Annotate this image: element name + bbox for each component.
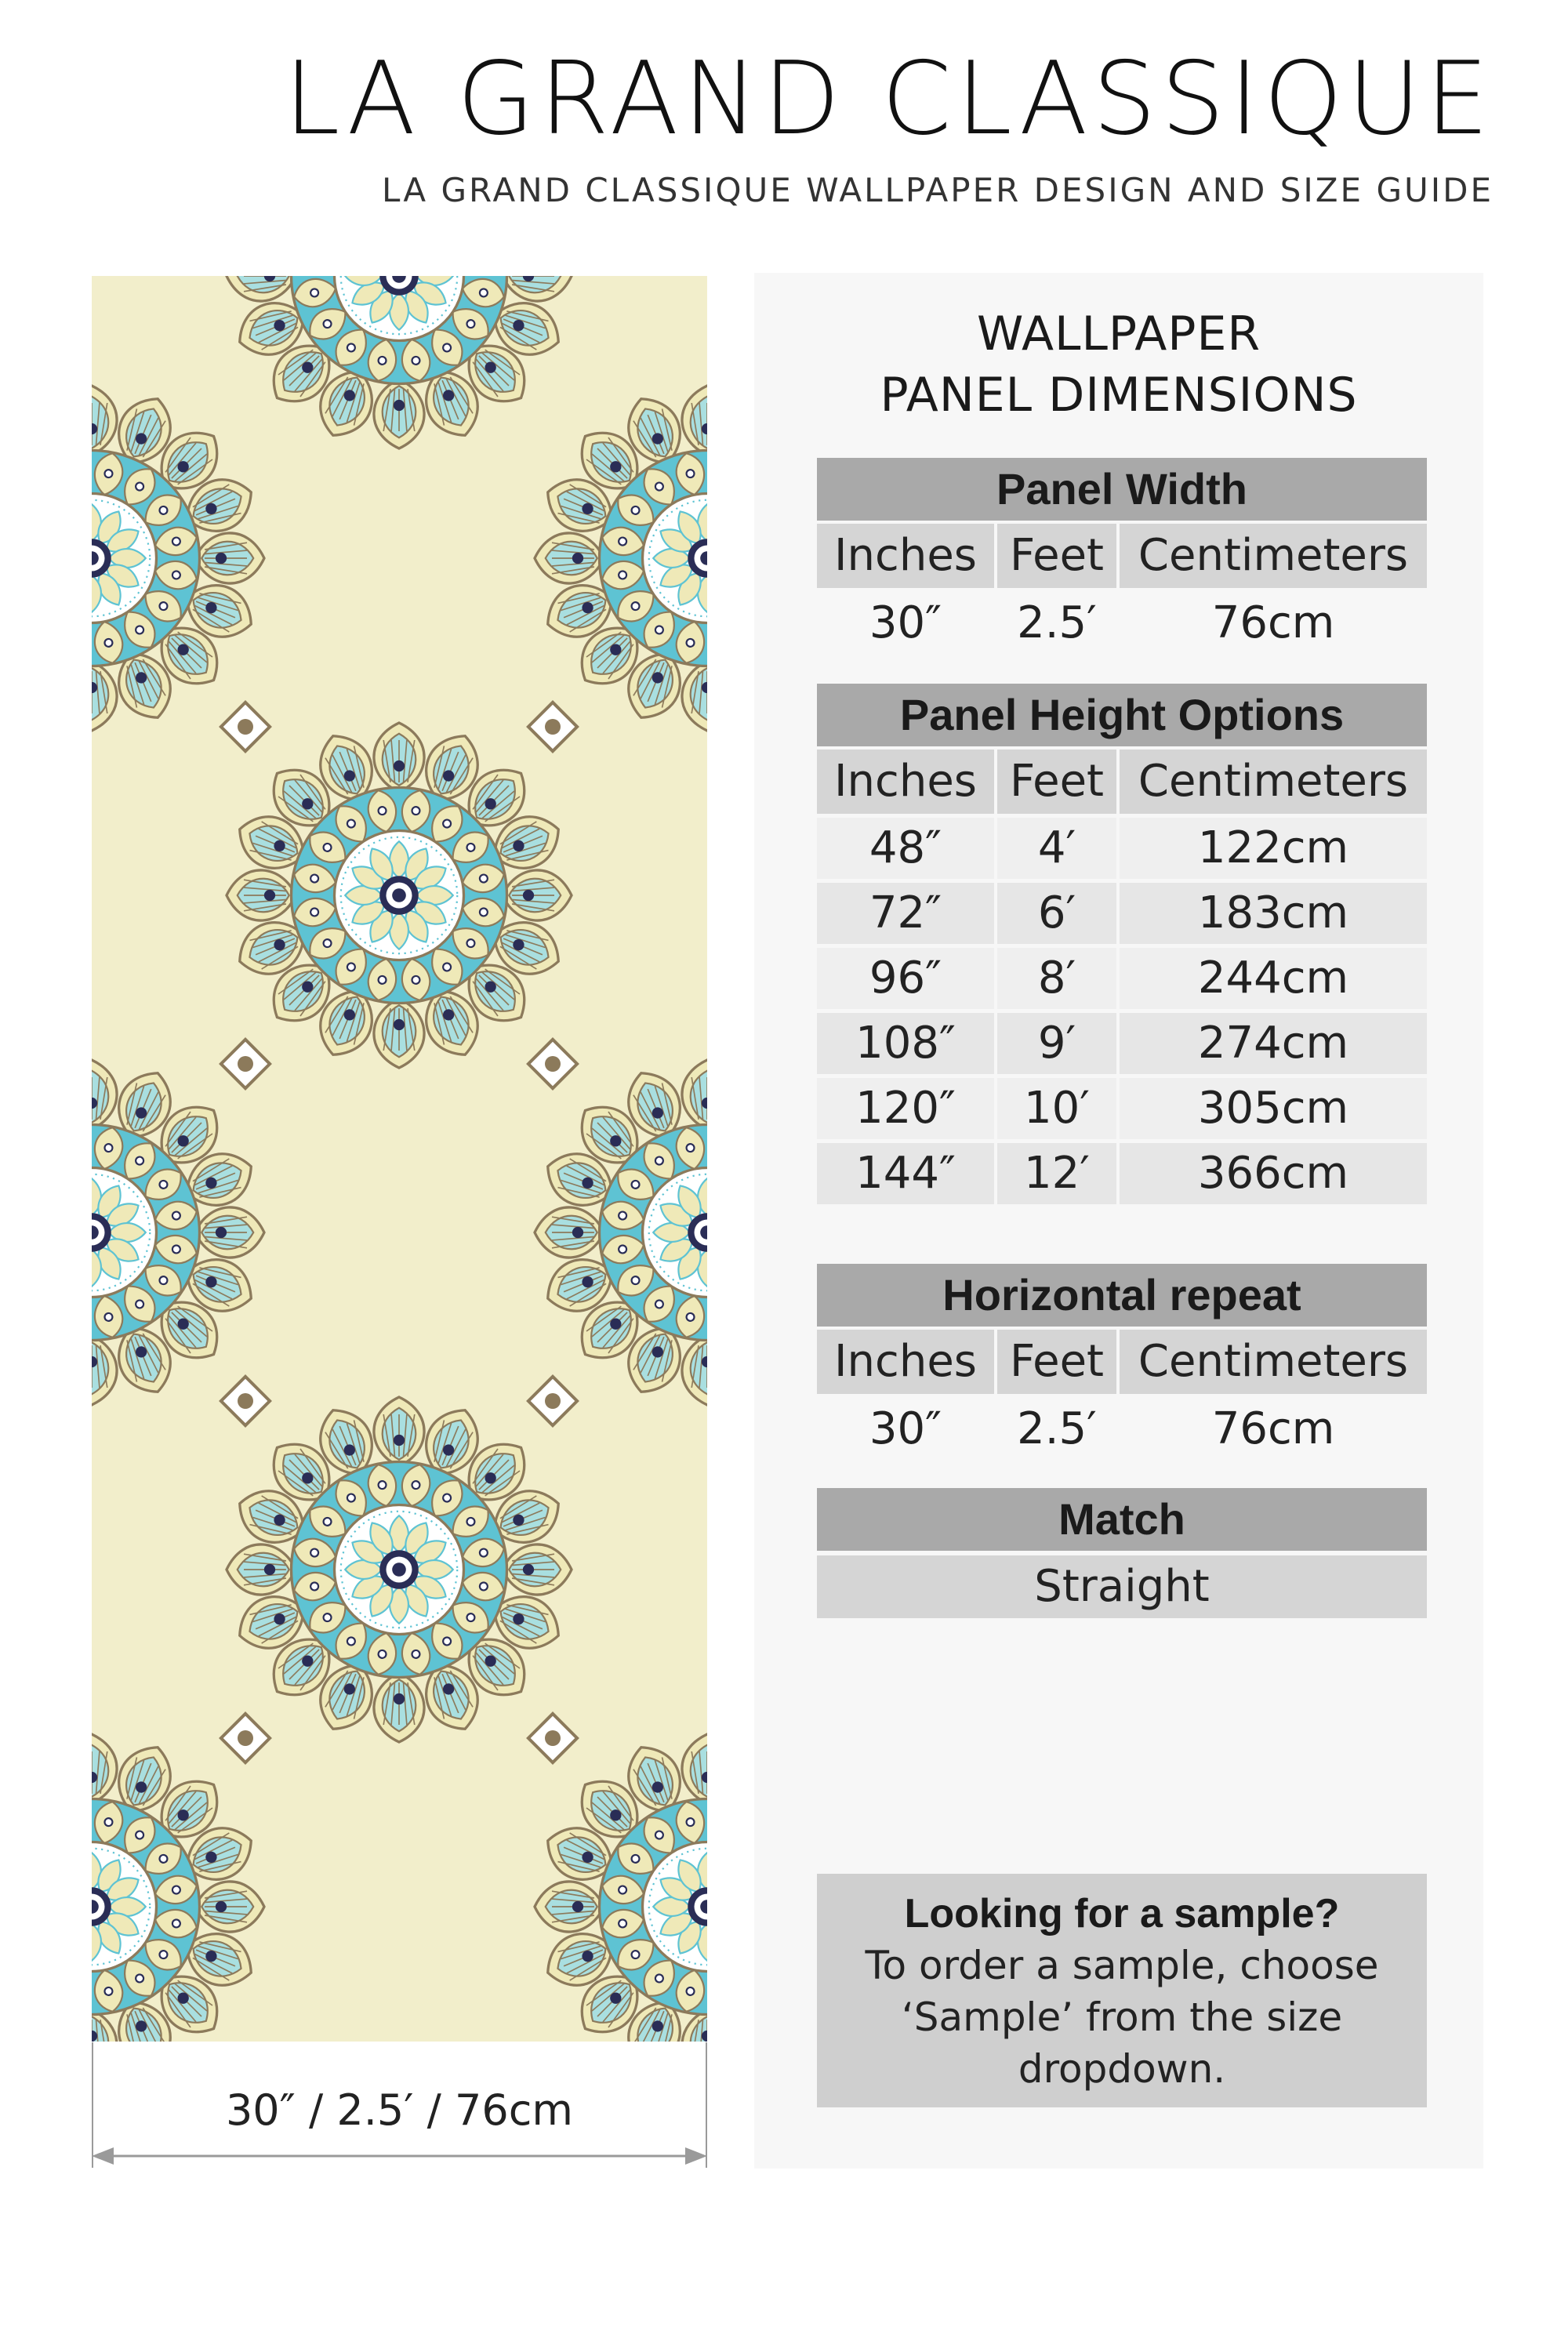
panel-width-header: Panel Width [817, 458, 1427, 521]
horizontal-repeat-header: Horizontal repeat [817, 1264, 1427, 1327]
height-inches: 108″ [817, 1013, 994, 1074]
height-feet: 10′ [997, 1078, 1116, 1139]
col-feet: Feet [997, 524, 1116, 588]
col-inches: Inches [817, 1330, 994, 1394]
wallpaper-preview [92, 276, 707, 2042]
dimension-arrow [92, 2144, 707, 2168]
height-cm: 305cm [1120, 1078, 1427, 1139]
height-inches: 96″ [817, 948, 994, 1009]
height-cm: 366cm [1120, 1143, 1427, 1204]
table-row [817, 591, 1427, 655]
mandala-pattern [92, 276, 707, 2042]
panel-heading-line2: PANEL DIMENSIONS [880, 368, 1358, 423]
column-headers [817, 750, 1427, 814]
table-row [817, 1143, 1427, 1204]
table-row [817, 1078, 1427, 1139]
sample-text: To order a sample, choose ‘Sample’ from the size dropdown. [865, 1943, 1379, 2092]
sample-title: Looking for a sample? [904, 1891, 1340, 1936]
table-row [817, 948, 1427, 1009]
width-inches: 30″ [869, 597, 942, 648]
table-row [817, 883, 1427, 944]
height-inches: 144″ [817, 1143, 994, 1204]
panel-height-table [817, 684, 1427, 1204]
table-row [817, 1397, 1427, 1461]
match-value: Straight [817, 1555, 1427, 1618]
width-feet: 2.5′ [1017, 597, 1097, 648]
brand-title: LA GRAND CLASSIQUE [284, 41, 1494, 158]
column-headers [817, 524, 1427, 588]
panel-width-table [817, 458, 1427, 655]
col-centimeters: Centimeters [1120, 1330, 1427, 1394]
col-inches: Inches [817, 750, 994, 814]
height-inches: 48″ [817, 818, 994, 879]
match-header: Match [817, 1488, 1427, 1551]
height-cm: 183cm [1120, 883, 1427, 944]
panel-height-header: Panel Height Options [817, 684, 1427, 746]
brand-subtitle: LA GRAND CLASSIQUE WALLPAPER DESIGN AND SIZE GUIDE [382, 171, 1494, 209]
preview-width-label: 30″ / 2.5′ / 76cm [225, 2085, 574, 2135]
col-centimeters: Centimeters [1120, 524, 1427, 588]
match-table [817, 1488, 1427, 1618]
col-feet: Feet [997, 1330, 1116, 1394]
height-feet: 12′ [997, 1143, 1116, 1204]
height-inches: 120″ [817, 1078, 994, 1139]
height-feet: 8′ [997, 948, 1116, 1009]
height-cm: 274cm [1120, 1013, 1427, 1074]
width-cm: 76cm [1211, 597, 1335, 648]
height-feet: 6′ [997, 883, 1116, 944]
col-inches: Inches [817, 524, 994, 588]
repeat-inches: 30″ [869, 1403, 942, 1454]
height-feet: 4′ [997, 818, 1116, 879]
table-row [817, 1013, 1427, 1074]
col-centimeters: Centimeters [1120, 750, 1427, 814]
repeat-cm: 76cm [1211, 1403, 1335, 1454]
col-feet: Feet [997, 750, 1116, 814]
sample-info-box [817, 1874, 1427, 2107]
repeat-feet: 2.5′ [1017, 1403, 1097, 1454]
dimensions-panel [754, 273, 1483, 2169]
table-row [817, 818, 1427, 879]
height-feet: 9′ [997, 1013, 1116, 1074]
panel-heading-line1: WALLPAPER [976, 307, 1261, 361]
height-cm: 244cm [1120, 948, 1427, 1009]
column-headers [817, 1330, 1427, 1394]
height-inches: 72″ [817, 883, 994, 944]
height-cm: 122cm [1120, 818, 1427, 879]
horizontal-repeat-table [817, 1264, 1427, 1461]
